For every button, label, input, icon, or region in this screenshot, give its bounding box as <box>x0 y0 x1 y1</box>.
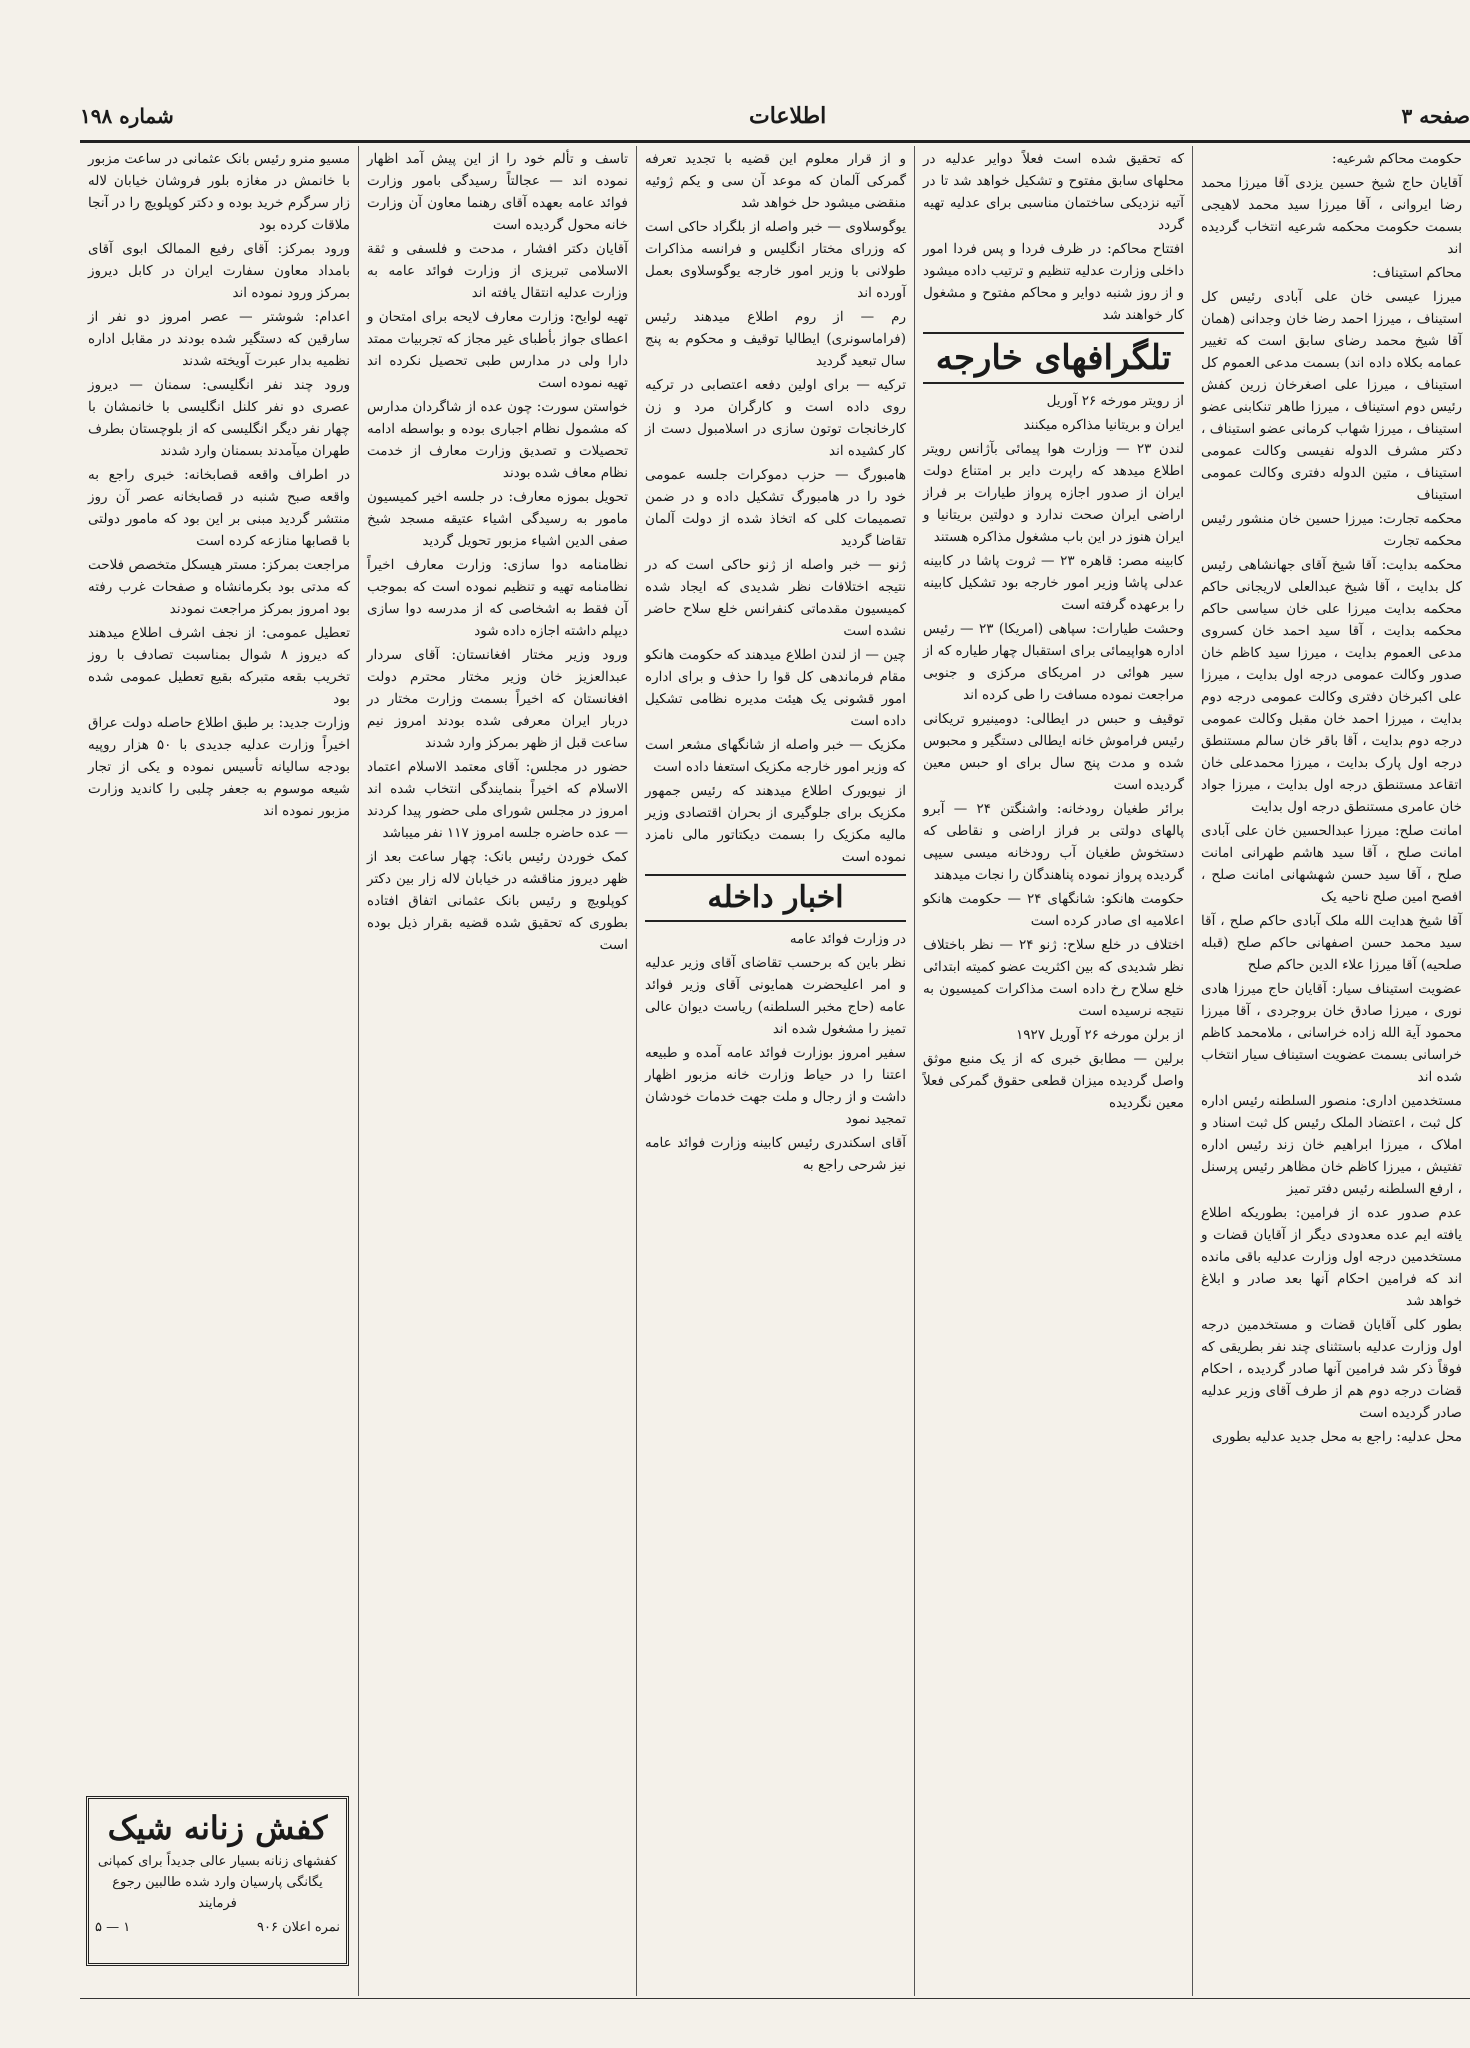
foreign-telegrams-heading: تلگرافهای خارجه <box>923 332 1184 384</box>
article-paragraph: آقای اسکندری رئیس کابینه وزارت فوائد عامه نیز شرحی راجع به <box>645 1135 906 1173</box>
article-paragraph: تعطیل عمومی: از نجف اشرف اطلاع میدهند که دیروز ۸ شوال بمناسبت تصادف با روز تخریب بقعه متبرکه بقیع تعطیل عمومی شده بود <box>88 625 350 707</box>
article-paragraph: لندن ۲۳ — وزارت هوا پیمائی بآژانس رویتر اطلاع میدهد که راپرت دایر بر امتناع دولت ایران از صدور اجازه پرواز طیارات بر فراز اراضی ایران صحت ندارد و دولتین بریتانیا و ایران هنوز در این باب مشغول مذاکره هستند <box>923 441 1185 545</box>
article-paragraph: ایران و بریتانیا مذاکره میکنند <box>1023 417 1184 433</box>
article-paragraph: آقایان دکتر افشار ، مدحت و فلسفی و ثقة الاسلامی تبریزی از وزارت فوائد عامه به وزارت عدلیه انتقال یافته اند <box>367 241 628 301</box>
article-paragraph: سفیر امروز بوزارت فوائد عامه آمده و طبیعه اعتنا را در حیاط وزارت خانه مزبور اظهار داشت و از رجال و ملت جهت خدمات خودشان تمجید نمود <box>645 1045 906 1127</box>
article-paragraph: مکزیک — خبر واصله از شانگهای مشعر است که وزیر امور خارجه مکزیک استعفا داده است <box>645 737 906 775</box>
article-paragraph: تهیه لوایح: وزارت معارف لایحه برای امتحان و اعطای جواز بأطبای غیر مجاز که تجربیات ممتد دارا ولی در مدارس طبی تحصیل نکرده اند تهیه نموده است <box>367 309 628 391</box>
article-paragraph: چین — از لندن اطلاع میدهند که حکومت هانکو مقام فرماندهی کل قوا را حذف و برای اداره امور قشونی یک هیئت مدیره نظامی تشکیل داده است <box>645 647 906 729</box>
article-paragraph: نظامنامه دوا سازی: وزارت معارف اخیراً نظامنامه تهیه و تنظیم نموده است که بموجب آن فقط به اشخاصی که از مدرسه دوا سازی دیپلم داشته اجازه داده شود <box>367 557 628 639</box>
column-1 <box>1192 146 1470 1996</box>
article-paragraph: برائر طغیان رودخانه: واشنگتن ۲۴ — آبرو پالهای دولتی بر فراز اراضی و نقاطی که دستخوش طغیان آب رودخانه میسی سیپی گردیده پرواز نموده پناهندگان را نجات میدهند <box>923 801 1184 883</box>
masthead-rule <box>80 140 1470 143</box>
ad-footer <box>95 1920 340 1935</box>
article-paragraph: ورود بمرکز: آقای رفیع الممالک ابوی آقای بامداد معاون سفارت ایران در کابل دیروز بمرکز ورود نموده اند <box>88 241 350 301</box>
article-paragraph: مسیو منرو رئیس بانک عثمانی در ساعت مزبور با خانمش در مغازه بلور فروشان خیابان لاله زار سرگرم خرید بوده و دکتر کوپلویچ را در آنجا ملاقات کرده بود <box>88 151 350 233</box>
article-paragraph: محاکم استیناف: <box>1372 265 1462 281</box>
article-paragraph: محکمه تجارت: میرزا حسین خان منشور رئیس محکمه تجارت <box>1201 511 1462 549</box>
masthead <box>80 96 1470 136</box>
article-paragraph: محکمه بدایت: آقا شیخ آقای جهانشاهی رئیس کل بدایت ، آقا شیخ عبدالعلی لاریجانی حاکم محکمه بدایت میرزا علی خان سیاسی حاکم محکمه بدایت ، آقا سید احمد خان کسروی مدعی العموم بدایت ، میرزا سید کاظم خان صدور وکالت عمومی درجه اول بدایت ، میرزا علی اکبرخان دفتری وکالت عمومی درجه دوم بدایت ، میرزا احمد خان مقبل وکالت عمومی درجه دوم بدایت ، آقا باقر خان سالم مستنطق درجه اول پارک بدایت ، میرزا محمدعلی خان اتقاعد مستنطق درجه اول بدایت ، میرزا جواد خان عامری مستنطق درجه اول بدایت <box>1201 557 1462 815</box>
domestic-news-heading: اخبار داخله <box>645 874 906 922</box>
article-paragraph: کمک خوردن رئیس بانک: چهار ساعت بعد از ظهر دیروز مناقشه در خیابان لاله زار بین دکتر کوپلویچ و رئیس بانک عثمانی اتفاق افتاده بطوری که تحقیق شده قضیه بقرار ذیل بوده است <box>367 849 628 953</box>
article-paragraph: ژنو — خبر واصله از ژنو حاکی است که در نتیجه اختلافات نظر شدیدی که ایجاد شده کمیسیون مقدماتی کنفرانس خلع سلاح حاضر نشده است <box>645 557 906 639</box>
article-paragraph: وحشت طیارات: سپاهی (امریکا) ۲۳ — رئیس اداره هواپیمائی برای استقبال چهار طیاره که از سیر هوائی در امریکای مرکزی و جنوبی مراجعت نموده مسافت را طی کرده اند <box>923 621 1184 703</box>
article-paragraph: برلین — مطابق خبری که از یک منبع موثق واصل گردیده میزان قطعی حقوق گمرکی فعلاً معین نگردیده <box>923 1051 1184 1111</box>
article-paragraph: حکومت محاکم شرعیه: <box>1332 151 1462 167</box>
article-paragraph: حضور در مجلس: آقای معتمد الاسلام اعتماد الاسلام که اخیراً بنمایندگی انتخاب شده اند امروز در مجلس شورای ملی حضور پیدا کردند — عده حاضره جلسه امروز ۱۱۷ نفر میباشد <box>367 759 628 841</box>
article-paragraph: تحویل بموزه معارف: در جلسه اخیر کمیسیون مامور به رسیدگی اشیاء عتیقه مسجد شیخ صفی الدین اشیاء مزبور تحویل گردید <box>367 489 628 549</box>
article-paragraph: از برلن مورخه ۲۶ آوریل ۱۹۲۷ <box>1016 1027 1184 1043</box>
article-paragraph: افتتاح محاکم: در ظرف فردا و پس فردا امور داخلی وزارت عدلیه تنظیم و ترتیب داده میشود و از روز شنبه دوایر و محاکم مفتوح و مشغول کار خواهند شد <box>923 241 1184 323</box>
footer-rule <box>80 1998 1470 1999</box>
article-paragraph: وزارت جدید: بر طبق اطلاع حاصله دولت عراق اخیراً وزارت عدلیه جدیدی با ۵۰ هزار روپیه بودجه سالیانه تأسیس نموده و یکی از تجار شیعه موسوم به جعفر چلبی را کاندید وزارت مزبور نموده اند <box>88 715 351 819</box>
ad-title: کفش زنانه شیک <box>107 1809 328 1847</box>
column-5 <box>80 146 358 1996</box>
article-paragraph: اختلاف در خلع سلاح: ژنو ۲۴ — نظر باختلاف نظر شدیدی که بین اکثریت عضو کمیته ابتدائی خلع سلاح رخ داده است مذاکرات کمیسیون به نتیجه نرسیده است <box>923 937 1184 1019</box>
article-paragraph: در اطراف واقعه قصابخانه: خبری راجع به واقعه صبح شنبه در قصابخانه عصر آن روز منتشر گردید مبنی بر این بود که مامور دولتی با قصابها منازعه کرده است <box>88 467 350 549</box>
article-paragraph: مراجعت بمرکز: مستر هیسکل متخصص فلاحت که مدتی بود بکرمانشاه و صفحات غرب رفته بود امروز بمرکز مراجعت نمودند <box>88 557 350 617</box>
article-paragraph: مستخدمین اداری: منصور السلطنه رئیس اداره کل ثبت ، اعتضاد الملک رئیس کل ثبت اسناد و املاک ، میرزا ابراهیم خان زند رئیس اداره تفتیش ، میرزا کاظم خان مظاهر رئیس پرسنل ، ارفع السلطنه رئیس دفتر تمیز <box>1201 1093 1462 1197</box>
article-paragraph: تاسف و تألم خود را از این پیش آمد اظهار نموده اند — عجالتاً رسیدگی بامور وزارت فوائد عامه بعهده آقای رهنما معاون آن وزارت خانه محول گردیده است <box>367 151 628 233</box>
advertisement-box <box>86 1796 349 1966</box>
article-paragraph: میرزا عیسی خان علی آبادی رئیس کل استیناف ، میرزا احمد رضا خان وجدانی (همان آقا شیخ محمد رضای سابق است که تغییر عمامه بکلاه داده اند) بسمت مدعی العموم کل استیناف ، میرزا علی اصغرخان زرین کفش رئیس دوم استیناف ، میرزا طاهر تنکابنی عضو استیناف ، میرزا شهاب کرمانی عضو استیناف ، دکتر مشرف الدوله نفیسی وکالت عمومی استیناف ، متین الدوله دفتری وکالت عمومی استیناف <box>1201 289 1462 503</box>
article-paragraph: توقیف و حبس در ایطالی: دومینیرو تریکانی رئیس فراموش خانه ایطالی دستگیر و محبوس شده و مدت پنج سال برای او حبس معین گردیده است <box>923 711 1184 793</box>
article-paragraph: عضویت استیناف سیار: آقایان حاج میرزا هادی نوری ، میرزا صادق خان بروجردی ، آقا میرزا محمود آیة الله زاده خراسانی ، ملامحمد کاظم خراسانی بسمت عضویت استیناف سیار انتخاب شده اند <box>1201 981 1462 1085</box>
article-paragraph: حکومت هانکو: شانگهای ۲۴ — حکومت هانکو اعلامیه ای صادر کرده است <box>923 891 1184 929</box>
column-2 <box>914 146 1192 1996</box>
article-paragraph: هامبورگ — حزب دموکرات جلسه عمومی خود را در هامبورگ تشکیل داده و در ضمن تصمیمات کلی که اتخاذ شده از دولت آلمان تقاضا گردید <box>645 467 906 549</box>
article-paragraph: آقایان حاج شیخ حسین یزدی آقا میرزا محمد رضا ایروانی ، آقا میرزا سید محمد لاهیجی بسمت حکومت محکمه شرعیه انتخاب گردیده اند <box>1201 175 1462 257</box>
article-paragraph: یوگوسلاوی — خبر واصله از بلگراد حاکی است که وزرای مختار انگلیس و فرانسه مذاکرات طولانی با وزیر امور خارجه یوگوسلاوی بعمل آورده اند <box>645 219 906 301</box>
article-paragraph: ورود چند نفر انگلیسی: سمنان — دیروز عصری دو نفر کلنل انگلیسی با خانمشان با چهار نفر دیگر انگلیسی که از بلوچستان بطرف طهران میآمدند بسمنان وارد شدند <box>88 377 350 459</box>
issue-number: شماره ۱۹۸ <box>80 104 174 128</box>
article-paragraph: کابینه مصر: قاهره ۲۳ — ثروت پاشا در کابینه عدلی پاشا وزیر امور خارجه بود تشکیل کابینه را برعهده گرفته است <box>923 553 1184 613</box>
newspaper-title: اطلاعات <box>749 103 827 129</box>
article-paragraph: اعدام: شوشتر — عصر امروز دو نفر از سارقین که دستگیر شده بودند در مقابل اداره نظمیه بدار عبرت آویخته شدند <box>88 309 350 369</box>
column-3 <box>636 146 914 1996</box>
article-paragraph: رم — از روم اطلاع میدهند رئیس (فراماسونری) ایطالیا توقیف و محکوم به پنج سال تبعید گردید <box>645 309 906 369</box>
article-paragraph: ورود وزیر مختار افغانستان: آقای سردار عبدالعزیز خان وزیر مختار محترم دولت افغانستان که اخیراً بسمت وزارت مختار در دربار ایران معرفی شده بودند امروز نیم ساعت قبل از ظهر بمرکز وارد شدند <box>367 647 628 751</box>
article-paragraph: از رویتر مورخه ۲۶ آوریل <box>1046 393 1184 409</box>
column-4 <box>358 146 636 1996</box>
article-paragraph: محل عدلیه: راجع به محل جدید عدلیه بطوری <box>1211 1429 1462 1445</box>
page-number: صفحه ۳ <box>1401 104 1470 128</box>
article-paragraph: و از قرار معلوم این قضیه با تجدید تعرفه گمرکی آلمان که موعد آن سی و یکم ژوئیه منقضی میشود حل خواهد شد <box>645 151 906 211</box>
article-paragraph: که تحقیق شده است فعلاً دوایر عدلیه در محلهای سابق مفتوح و تشکیل خواهد شد تا در آتیه نزدیکی ساختمان مناسبی برای عدلیه تهیه گردد <box>923 151 1184 233</box>
article-paragraph: خواستن سورت: چون عده از شاگردان مدارس که مشمول نظام اجباری بوده و بواسطه ادامه تحصیلات و تصدیق وزارت معارف از خدمت نظام معاف شده بودند <box>367 399 628 481</box>
article-columns <box>80 146 1470 1996</box>
article-paragraph: از نیویورک اطلاع میدهند که رئیس جمهور مکزیک برای جلوگیری از بحران اقتصادی وزیر مالیه مکزیک را بسمت دیکتاتور مالی نامزد نموده است <box>645 783 906 865</box>
ad-number: نمره اعلان ۹۰۶ <box>256 1920 340 1935</box>
article-paragraph: امانت صلح: میرزا عبدالحسین خان علی آبادی امانت صلح ، آقا سید هاشم طهرانی امانت صلح ، آقا سید حسن شهشهانی امانت صلح ، افصح امین صلح ناحیه یک <box>1201 823 1462 905</box>
ad-series: ۱ — ۵ <box>95 1920 131 1935</box>
ad-body: کفشهای زنانه بسیار عالی جدیداً برای کمپانی یگانگی پارسیان وارد شده طالبین رجوع فرمایند <box>97 1854 338 1911</box>
article-paragraph: در وزارت فوائد عامه <box>789 931 906 947</box>
article-paragraph: آقا شیخ هدایت الله ملک آبادی حاکم صلح ، آقا سید محمد حسن اصفهانی حاکم صلح (قبله صلحیه) آقا میرزا علاء الدین حاکم صلح <box>1201 913 1462 973</box>
article-paragraph: ترکیه — برای اولین دفعه اعتصابی در ترکیه روی داده است و کارگران مرد و زن کارخانجات توتون سازی در اسلامبول دست از کار کشیده اند <box>645 377 906 459</box>
article-paragraph: نظر باین که برحسب تقاضای آقای وزیر عدلیه و امر اعلیحضرت همایونی آقای وزیر فوائد عامه (حاج مخبر السلطنه) ریاست دیوان عالی تمیز را مشغول شده اند <box>645 955 906 1037</box>
article-paragraph: بطور کلی آقایان قضات و مستخدمین درجه اول وزارت عدلیه باستثنای چند نفر بطریقی که فوقاً ذکر شد فرامین آنها صادر گردیده ، احکام قضات درجه دوم هم از طرف آقای وزیر عدلیه صادر گردیده است <box>1201 1317 1462 1421</box>
article-paragraph: عدم صدور عده از فرامین: بطوریکه اطلاع یافته ایم عده معدودی دیگر از آقایان قضات و مستخدمین درجه اول وزارت عدلیه باقی مانده اند که فرامین احکام آنها بعد صادر و ابلاغ خواهد شد <box>1201 1205 1462 1309</box>
